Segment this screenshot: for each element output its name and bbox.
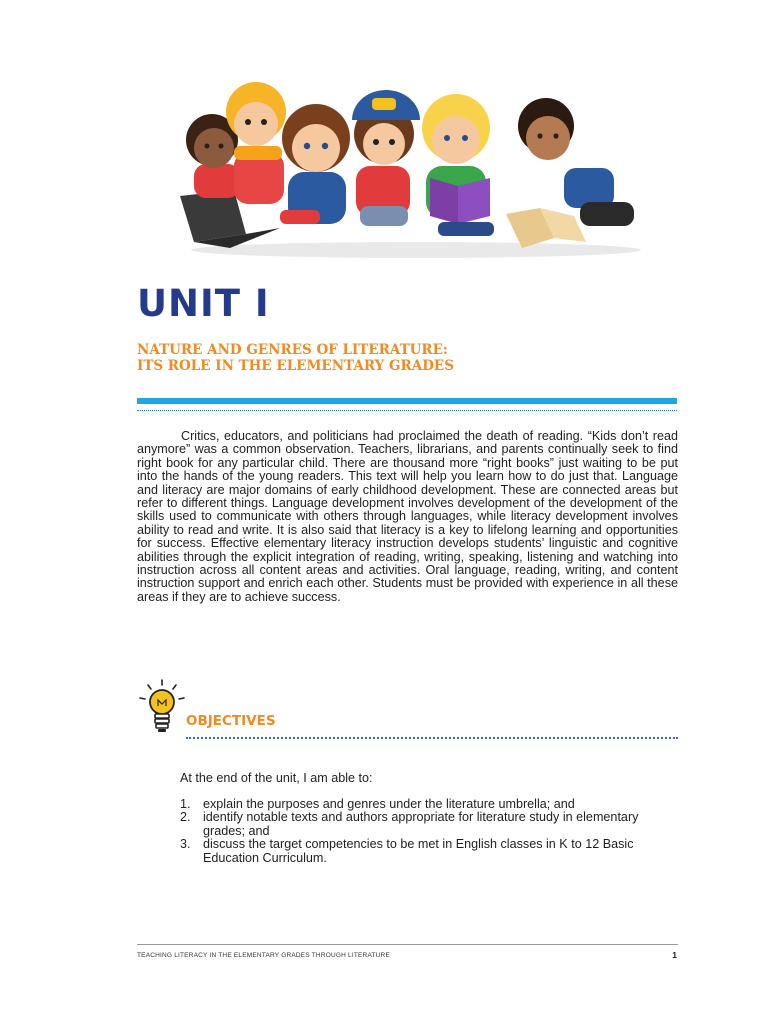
intro-paragraph: Critics, educators, and politicians had proclaimed the death of reading. “Kids don’t read anymore” was a common observation. Teachers, librarians, and parents continually seek to find right book for any particular child. There are thousand more “right books” just waiting to be put into the hands of the young readers. This text will help you learn how to do just that. Language and literacy are major domains of early childhood development. These are connected areas but refer to different things. Language development involves development of the development of the skills used to communicate with others through languages, while literacy development involves ability to read and write. It is also said that literacy is a key to lifelong learning and opportunities for success. Effective elementary literacy instruction develops students’ linguistic and cognitive abilities through the explicit integration of reading, writing, speaking, listening and watching into instruction across all content areas and activities. Oral language, reading, writing, and content instruction support and enrich each other. Students must be provided with experience in all these areas if they are to achieve success. — [137, 429, 678, 604]
child-figure — [280, 104, 350, 224]
objective-text: discuss the target competencies to be met in English classes in K to 12 Basic Education Curriculum. — [203, 837, 634, 865]
objective-number: 1. — [180, 797, 191, 811]
child-figure — [352, 90, 420, 226]
objective-number: 2. — [180, 810, 191, 825]
unit-subtitle — [137, 342, 454, 374]
section-divider-bar — [137, 398, 677, 404]
page-number: 1 — [672, 950, 677, 960]
objectives-divider-dots — [186, 737, 678, 739]
objective-item — [180, 798, 678, 811]
objective-text: explain the purposes and genres under the literature umbrella; and — [203, 797, 575, 811]
objectives-list — [180, 798, 678, 865]
unit-title: UNIT I — [137, 282, 270, 325]
footer-running-title: TEACHING LITERACY IN THE ELEMENTARY GRADES THROUGH LITERATURE — [137, 952, 390, 959]
child-figure — [518, 98, 634, 226]
children-reading-illustration — [176, 82, 652, 262]
objective-number: 3. — [180, 837, 191, 852]
objectives-heading: OBJECTIVES — [186, 713, 276, 729]
objectives-lead: At the end of the unit, I am able to: — [180, 771, 373, 785]
subtitle-line-2: ITS ROLE IN THE ELEMENTARY GRADES — [137, 358, 454, 374]
book-icon — [506, 208, 586, 248]
objective-item — [180, 838, 678, 865]
objective-item — [180, 811, 678, 838]
objective-text: identify notable texts and authors appropriate for literature study in elementary grades; and — [203, 810, 639, 838]
subtitle-line-1: NATURE AND GENRES OF LITERATURE: — [137, 342, 448, 358]
footer-rule — [137, 944, 678, 945]
section-divider-dots — [137, 410, 677, 411]
child-figure — [422, 94, 494, 236]
lightbulb-icon — [136, 678, 186, 736]
